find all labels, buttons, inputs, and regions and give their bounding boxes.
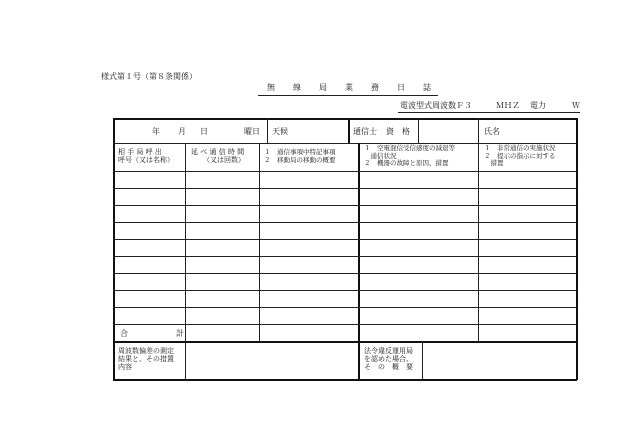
column-divider-1 [185,143,186,341]
title-char: 無 [267,83,275,92]
row-divider [113,222,577,223]
title-char: 線 [293,83,301,92]
column-header-conditions: １ 空電混信受信感度の減退等 通信状況 ２ 機器の故障と原因、措置 [364,144,455,167]
power-label: 電力 [530,101,546,110]
frequency-deviation-label: 周波数偏差の測定 結果と、その措置 内容 [118,347,174,371]
header-divider-qualification [418,118,419,143]
row-divider [113,256,577,257]
column-header-callsign: 相 手 局 呼 出 呼号（又は名称） [118,148,174,164]
column-header-duration: 延 べ 通 信 時 間 （又は回数） [191,148,245,164]
month-label: 月 [178,127,186,136]
qualification-label: 資 格 [386,127,410,136]
name-label: 氏名 [484,127,500,136]
weather-label: 天候 [272,127,288,136]
power-unit: Ｗ [572,101,580,110]
total-row-divider [113,341,577,343]
title-char: 務 [371,83,379,92]
column-header-emergency: １ 非常通信の実施状況 ２ 提示の指示に対する 措置 [484,144,556,167]
column-divider-2 [259,143,260,341]
form-number-label: 様式第１号（第８条関係） [101,72,197,81]
violation-label: 法令違反運用局 を認めた場合、 そ の 概 要 [364,347,413,371]
column-divider-3 [358,143,360,380]
footer-divider-left [185,341,186,380]
operator-label: 通信士 [353,127,377,136]
title-char: 誌 [423,83,431,92]
total-label-right: 計 [176,329,184,338]
title-char: 局 [319,83,327,92]
row-divider [113,239,577,240]
row-divider [113,307,577,308]
total-label-left: 合 [120,329,128,338]
table-border-bottom [113,379,577,381]
column-header-divider [113,171,577,172]
day-label: 日 [200,127,208,136]
table-border-top [113,118,577,120]
header-divider-operator [348,118,350,143]
frequency-unit: ＭＨＺ [496,101,520,110]
footer-divider-right [422,341,423,380]
frequency-label: 電波型式周波数Ｆ３ [400,101,472,110]
title-char: 業 [345,83,353,92]
row-divider [113,205,577,206]
header-divider-weather [267,118,268,143]
row-divider [113,290,577,291]
title-char: 日 [397,83,405,92]
row-divider [113,324,577,325]
row-divider [113,188,577,189]
header-divider-name [478,118,479,143]
weekday-label: 曜日 [244,127,260,136]
column-header-notes: １ 通信事項中特記事項 ２ 移動局の移動の概要 [264,148,336,164]
column-divider-4 [478,143,479,341]
year-label: 年 [152,127,160,136]
row-divider [113,273,577,274]
